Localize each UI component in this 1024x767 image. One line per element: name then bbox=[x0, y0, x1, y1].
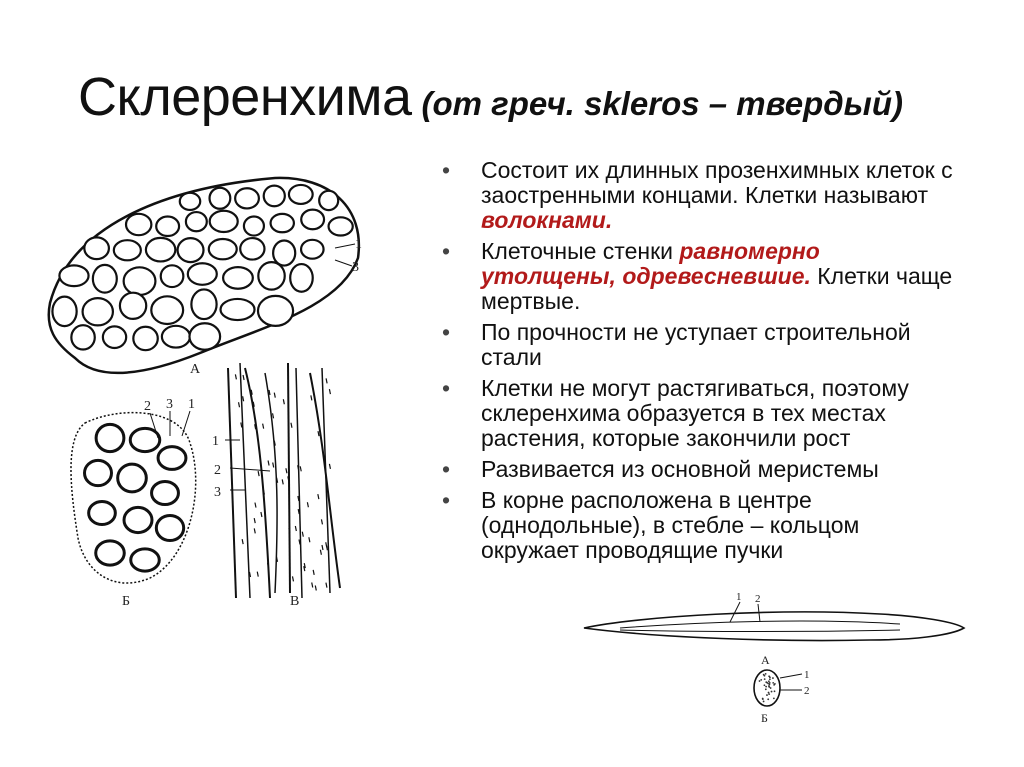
fiber-pore-mark bbox=[254, 528, 255, 533]
fiber-pore-mark bbox=[286, 468, 287, 473]
thick-wall-cell bbox=[96, 541, 125, 565]
bullet-text: Состоит их длинных прозенхимных клеток с заостренными концами. Клетки называют bbox=[481, 157, 953, 208]
slide-title-subtitle: (от греч. skleros – твердый) bbox=[421, 85, 903, 122]
cross-section-dot bbox=[765, 688, 767, 690]
callout-fiber-2: 2 bbox=[755, 593, 761, 605]
fiber-label-a: А bbox=[761, 653, 770, 667]
bullet-text: В корне расположена в центре (однодольные), в стебле – кольцом окружает проводящие пучки bbox=[481, 487, 860, 563]
callout-a-3: 3 bbox=[352, 260, 359, 275]
callout-v-2: 2 bbox=[214, 463, 221, 478]
figure-v-fibers bbox=[228, 363, 340, 598]
cross-section-dot bbox=[759, 680, 761, 682]
callout-a-1: 1 bbox=[355, 237, 362, 252]
tissue-cell bbox=[71, 325, 94, 349]
fiber-pore-mark bbox=[283, 399, 284, 404]
tissue-cell bbox=[120, 293, 146, 319]
fiber-pore-mark bbox=[282, 479, 283, 484]
bullet-text: Развивается из основной меристемы bbox=[481, 456, 879, 482]
fiber-label-b: Б bbox=[761, 711, 768, 725]
tissue-cell bbox=[189, 323, 220, 350]
thick-wall-cell bbox=[96, 424, 124, 451]
callout-fiber-cross-2: 2 bbox=[804, 685, 810, 697]
callout-b-3: 3 bbox=[166, 397, 173, 412]
callout-fiber-1: 1 bbox=[736, 591, 742, 603]
thick-wall-cell bbox=[89, 502, 116, 525]
bullet-item bbox=[440, 239, 960, 314]
callout-v-1: 1 bbox=[212, 434, 219, 449]
cross-section-dot bbox=[774, 690, 776, 692]
tissue-cell bbox=[124, 267, 156, 295]
cross-section-dot bbox=[769, 682, 771, 684]
fiber-pore-mark bbox=[309, 537, 310, 542]
cross-section-dot bbox=[767, 683, 769, 685]
fiber-pore-mark bbox=[273, 413, 274, 418]
tissue-cell bbox=[210, 211, 238, 232]
fiber-pore-mark bbox=[254, 518, 255, 523]
bullet-item bbox=[440, 488, 960, 563]
tissue-cell bbox=[319, 191, 338, 210]
cross-section-dot bbox=[764, 684, 766, 686]
cross-section-dot bbox=[772, 682, 774, 684]
tissue-cell bbox=[258, 262, 284, 290]
tissue-cell bbox=[235, 188, 259, 208]
tissue-cell bbox=[223, 267, 253, 289]
fiber-pore-mark bbox=[243, 396, 244, 401]
fiber-pore-mark bbox=[242, 539, 243, 544]
tissue-cell bbox=[188, 263, 217, 285]
thick-wall-cell bbox=[158, 447, 186, 470]
fiber-pore-mark bbox=[315, 585, 316, 590]
tissue-cell bbox=[258, 296, 293, 326]
fiber-pore-mark bbox=[312, 582, 313, 587]
cross-section-dot bbox=[768, 675, 770, 677]
cross-section-dot bbox=[765, 673, 767, 675]
thick-wall-cell bbox=[152, 481, 179, 504]
fiber-pore-mark bbox=[273, 463, 274, 468]
cross-section-dot bbox=[768, 693, 770, 695]
cross-section-dot bbox=[773, 697, 775, 699]
bullet-item bbox=[440, 158, 960, 233]
tissue-cell bbox=[52, 297, 76, 326]
tissue-cell bbox=[178, 238, 204, 262]
label-a: А bbox=[190, 362, 201, 377]
cross-section-dot bbox=[764, 678, 766, 680]
fiber-pore-mark bbox=[326, 378, 327, 383]
tissue-cell bbox=[103, 326, 126, 348]
tissue-cell bbox=[240, 238, 264, 259]
cross-section-dot bbox=[765, 686, 767, 688]
thick-wall-cell bbox=[130, 428, 160, 451]
tissue-cell bbox=[186, 212, 207, 231]
fiber-longitudinal bbox=[584, 612, 964, 641]
cross-section-dot bbox=[764, 675, 766, 677]
sclerenchyma-illustration bbox=[40, 168, 380, 608]
fiber-pore-mark bbox=[322, 545, 323, 550]
bullet-text: Клеточные стенки bbox=[481, 238, 680, 264]
tissue-cell bbox=[210, 188, 231, 209]
callout-b-2: 2 bbox=[144, 399, 151, 414]
cross-section-dot bbox=[763, 701, 765, 703]
tissue-cell bbox=[289, 185, 313, 204]
fiber-pore-mark bbox=[258, 471, 259, 476]
fiber-pore-mark bbox=[318, 431, 319, 436]
cross-section-dot bbox=[773, 684, 775, 686]
bullet-item bbox=[440, 457, 960, 482]
fiber-pore-mark bbox=[292, 576, 293, 581]
tissue-cell bbox=[273, 240, 295, 265]
slide-title-main: Склеренхима bbox=[78, 67, 412, 127]
fiber-pore-mark bbox=[320, 550, 321, 555]
tissue-cell bbox=[221, 299, 255, 320]
fiber-pore-mark bbox=[261, 512, 262, 517]
cross-section-dot bbox=[765, 681, 767, 683]
bullet-highlight: равномерно утолщены, одревесневшие. bbox=[481, 238, 820, 289]
callout-b-1: 1 bbox=[188, 397, 195, 412]
slide-title bbox=[78, 66, 903, 128]
bullet-text-after: Клетки чаще мертвые. bbox=[481, 263, 953, 314]
fiber-pore-mark bbox=[321, 519, 322, 524]
thick-wall-cell bbox=[118, 464, 147, 492]
thick-wall-cell bbox=[156, 515, 183, 540]
fiber-pore-mark bbox=[255, 503, 256, 508]
tissue-cell bbox=[151, 296, 183, 324]
fiber-pore-mark bbox=[243, 375, 244, 380]
fiber-pore-mark bbox=[313, 570, 314, 575]
tissue-cell bbox=[83, 298, 113, 325]
tissue-cell bbox=[162, 326, 190, 348]
tissue-cell bbox=[146, 238, 175, 262]
thick-wall-cell bbox=[85, 460, 112, 485]
fiber-pore-mark bbox=[329, 389, 330, 394]
tissue-cell bbox=[271, 214, 294, 232]
figure-a-cross-section bbox=[49, 178, 359, 373]
cross-section-dot bbox=[771, 691, 773, 693]
bullet-item bbox=[440, 376, 960, 451]
tissue-cell bbox=[59, 265, 88, 286]
fiber-pore-mark bbox=[257, 572, 258, 577]
tissue-cell bbox=[114, 240, 141, 260]
fiber-pore-mark bbox=[291, 423, 292, 428]
fiber-illustration bbox=[580, 588, 970, 728]
thick-wall-cell bbox=[124, 507, 152, 532]
cross-section-dot bbox=[768, 692, 770, 694]
cross-section-dot bbox=[760, 679, 762, 681]
tissue-cell bbox=[264, 186, 285, 207]
tissue-cell bbox=[133, 327, 157, 350]
cross-section-dot bbox=[768, 680, 770, 682]
tissue-cell bbox=[329, 217, 353, 235]
cross-section-dot bbox=[767, 698, 769, 700]
bullet-highlight: волокнами. bbox=[481, 207, 613, 233]
label-b: Б bbox=[122, 594, 131, 608]
tissue-cell bbox=[301, 210, 324, 230]
fiber-pore-mark bbox=[326, 583, 327, 588]
bullet-list bbox=[440, 158, 960, 569]
fiber-pore-mark bbox=[241, 422, 242, 427]
cross-section-dot bbox=[772, 677, 774, 679]
label-v: В bbox=[290, 594, 300, 608]
bullet-item bbox=[440, 320, 960, 370]
cross-section-dot bbox=[769, 678, 771, 680]
fiber-pore-mark bbox=[307, 502, 308, 507]
callout-fiber-cross-1: 1 bbox=[804, 669, 810, 681]
thick-wall-cell bbox=[131, 549, 160, 571]
fiber-pore-mark bbox=[239, 402, 240, 407]
tissue-cell bbox=[180, 193, 200, 210]
cross-section-dot bbox=[762, 698, 764, 700]
fiber-cross-section bbox=[754, 670, 780, 706]
figure-b-thick-cells bbox=[71, 413, 196, 583]
callout-v-3: 3 bbox=[214, 485, 221, 500]
bullet-text: Клетки не могут растягиваться, поэтому склеренхима образуется в тех местах растения, которые закончили рост bbox=[481, 375, 909, 451]
fiber-pore-mark bbox=[274, 393, 275, 398]
fiber-pore-mark bbox=[295, 526, 296, 531]
cross-section-dot bbox=[766, 694, 768, 696]
fiber-pore-mark bbox=[268, 461, 269, 466]
tissue-cell bbox=[161, 265, 184, 287]
fiber-pore-mark bbox=[302, 532, 303, 537]
fiber-pore-mark bbox=[318, 494, 319, 499]
fiber-pore-mark bbox=[326, 542, 327, 547]
tissue-cell bbox=[209, 239, 237, 259]
tissue-cell bbox=[156, 217, 179, 237]
fiber-pore-mark bbox=[311, 395, 312, 400]
tissue-cell bbox=[93, 265, 117, 293]
fiber-pore-mark bbox=[263, 424, 264, 429]
tissue-cell bbox=[290, 264, 313, 292]
fiber-pore-mark bbox=[329, 464, 330, 469]
tissue-cell bbox=[126, 214, 151, 235]
tissue-cell bbox=[244, 217, 264, 236]
cross-section-dot bbox=[768, 686, 770, 688]
bullet-text: По прочности не уступает строительной стали bbox=[481, 319, 911, 370]
tissue-cell bbox=[191, 289, 216, 319]
fiber-pore-mark bbox=[300, 466, 301, 471]
tissue-cell bbox=[301, 240, 324, 259]
tissue-cell bbox=[84, 237, 109, 259]
fiber-pore-mark bbox=[235, 374, 236, 379]
